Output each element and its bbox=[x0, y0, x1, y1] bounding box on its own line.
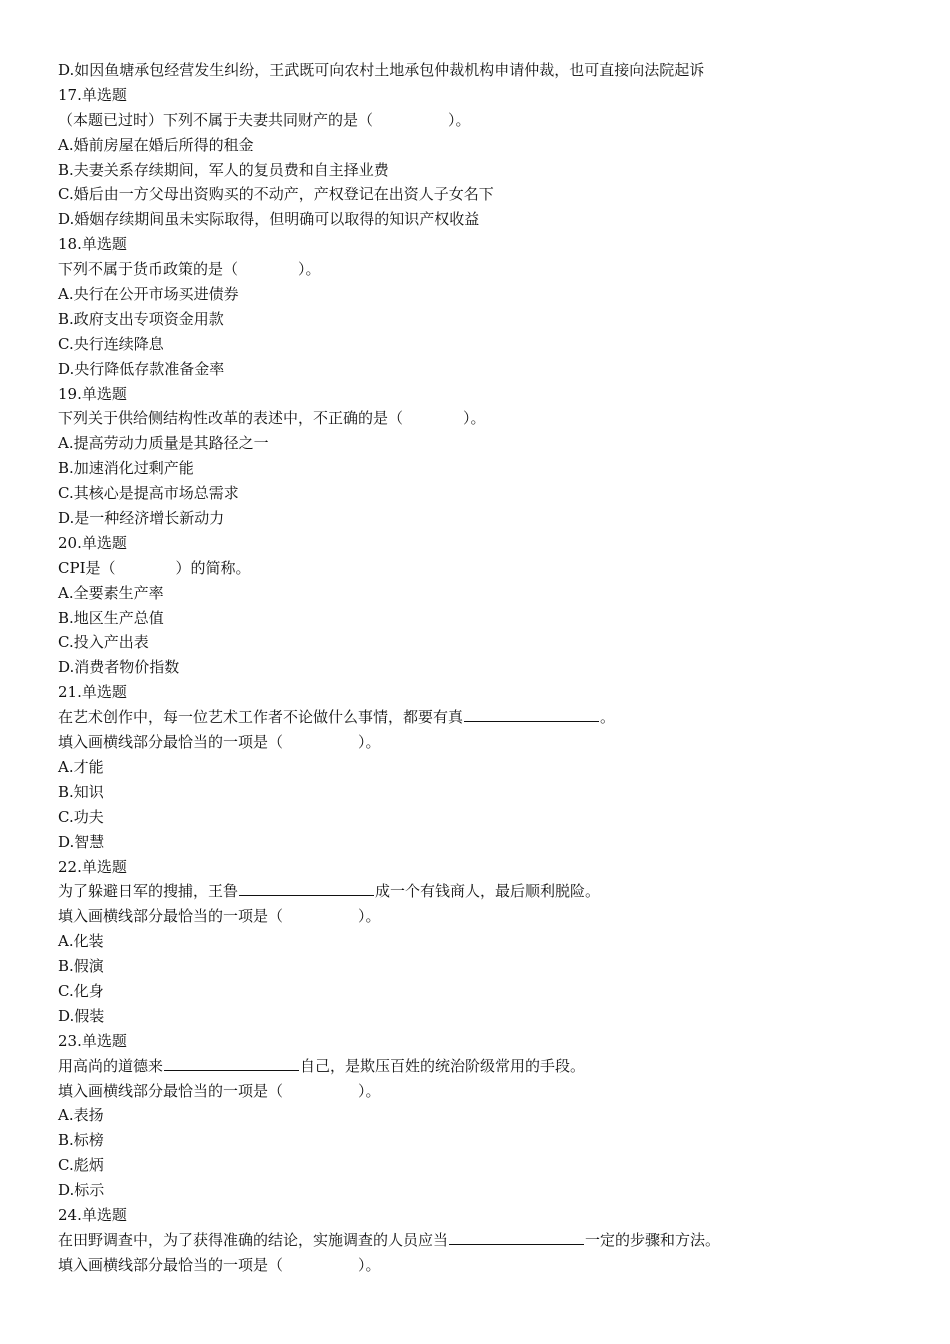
line-text: 填入画横线部分最恰当的一项是（ ）。 bbox=[58, 1081, 381, 1100]
line-text: CPI是（ ）的简称。 bbox=[58, 558, 251, 577]
text-line bbox=[58, 755, 918, 780]
fill-in-blank bbox=[164, 1056, 299, 1071]
line-text: 20.单选题 bbox=[58, 533, 127, 552]
line-text: B.假演 bbox=[58, 957, 104, 976]
text-line bbox=[58, 108, 918, 133]
text-line bbox=[58, 307, 918, 332]
text-line bbox=[58, 1079, 918, 1104]
fill-in-blank bbox=[449, 1230, 584, 1245]
text-line bbox=[58, 680, 918, 705]
text-line bbox=[58, 357, 918, 382]
line-text: D.婚姻存续期间虽未实际取得，但明确可以取得的知识产权收益 bbox=[58, 210, 480, 229]
text-line bbox=[58, 431, 918, 456]
text-line bbox=[58, 1253, 918, 1278]
line-text: D.央行降低存款准备金率 bbox=[58, 359, 225, 378]
line-text: 填入画横线部分最恰当的一项是（ ）。 bbox=[58, 733, 381, 752]
line-text: D.智慧 bbox=[58, 832, 105, 851]
line-text-after-blank: 。 bbox=[600, 708, 616, 727]
text-line bbox=[58, 182, 918, 207]
line-text: 用高尚的道德来 bbox=[58, 1056, 164, 1075]
line-text: 21.单选题 bbox=[58, 683, 127, 702]
text-line bbox=[58, 1128, 918, 1153]
text-line bbox=[58, 531, 918, 556]
line-text: B.知识 bbox=[58, 782, 104, 801]
line-text: 17.单选题 bbox=[58, 85, 127, 104]
line-text: 19.单选题 bbox=[58, 384, 127, 403]
line-text: A.化装 bbox=[58, 932, 104, 951]
text-line bbox=[58, 481, 918, 506]
text-line bbox=[58, 730, 918, 755]
text-line bbox=[58, 232, 918, 257]
text-line bbox=[58, 1153, 918, 1178]
line-text: D.是一种经济增长新动力 bbox=[58, 509, 225, 528]
text-line bbox=[58, 805, 918, 830]
text-line bbox=[58, 1178, 918, 1203]
line-text: B.标榜 bbox=[58, 1131, 104, 1150]
text-line bbox=[58, 1054, 918, 1079]
text-line bbox=[58, 655, 918, 680]
text-line bbox=[58, 257, 918, 282]
text-line bbox=[58, 1103, 918, 1128]
line-text-after-blank: 自己，是欺压百姓的统治阶级常用的手段。 bbox=[300, 1056, 586, 1075]
line-text: D.标示 bbox=[58, 1181, 105, 1200]
line-text: B.政府支出专项资金用款 bbox=[58, 309, 224, 328]
text-line bbox=[58, 1029, 918, 1054]
text-line bbox=[58, 158, 918, 183]
line-text: D.消费者物价指数 bbox=[58, 658, 180, 677]
line-text: 为了躲避日军的搜捕，王鲁 bbox=[58, 882, 239, 901]
line-text: C.化身 bbox=[58, 981, 104, 1000]
line-text: C.央行连续降息 bbox=[58, 334, 164, 353]
line-text: 下列关于供给侧结构性改革的表述中，不正确的是（ ）。 bbox=[58, 409, 486, 428]
line-text: 23.单选题 bbox=[58, 1031, 127, 1050]
text-line bbox=[58, 282, 918, 307]
line-text: A.表扬 bbox=[58, 1106, 104, 1125]
line-text: D.假装 bbox=[58, 1006, 105, 1025]
fill-in-blank bbox=[464, 707, 599, 722]
text-line bbox=[58, 456, 918, 481]
text-line bbox=[58, 581, 918, 606]
line-text: A.婚前房屋在婚后所得的租金 bbox=[58, 135, 254, 154]
line-text: D.如因鱼塘承包经营发生纠纷，王武既可向农村土地承包仲裁机构申请仲裁，也可直接向法院起诉 bbox=[58, 61, 705, 79]
text-line bbox=[58, 382, 918, 407]
text-line bbox=[58, 830, 918, 855]
text-line bbox=[58, 929, 918, 954]
text-line bbox=[58, 556, 918, 581]
line-text: 24.单选题 bbox=[58, 1205, 127, 1224]
line-text: A.全要素生产率 bbox=[58, 583, 164, 602]
line-text: B.地区生产总值 bbox=[58, 608, 164, 627]
line-text: 下列不属于货币政策的是（ ）。 bbox=[58, 260, 321, 279]
text-line bbox=[58, 332, 918, 357]
line-text: （本题已过时）下列不属于夫妻共同财产的是（ ）。 bbox=[58, 110, 471, 129]
text-line bbox=[58, 1228, 918, 1253]
text-line bbox=[58, 954, 918, 979]
text-line bbox=[58, 58, 918, 83]
text-line bbox=[58, 83, 918, 108]
text-line bbox=[58, 506, 918, 531]
text-line bbox=[58, 879, 918, 904]
line-text: A.央行在公开市场买进债券 bbox=[58, 285, 239, 304]
line-text: 22.单选题 bbox=[58, 857, 127, 876]
text-line bbox=[58, 606, 918, 631]
text-line bbox=[58, 780, 918, 805]
line-text: C.彪炳 bbox=[58, 1156, 104, 1175]
text-line bbox=[58, 133, 918, 158]
line-text: B.夫妻关系存续期间，军人的复员费和自主择业费 bbox=[58, 160, 389, 179]
line-text: 在艺术创作中，每一位艺术工作者不论做什么事情，都要有真 bbox=[58, 708, 464, 727]
line-text: C.其核心是提高市场总需求 bbox=[58, 484, 239, 503]
line-text: 填入画横线部分最恰当的一项是（ ）。 bbox=[58, 1255, 381, 1274]
text-line bbox=[58, 855, 918, 880]
text-line bbox=[58, 979, 918, 1004]
text-line bbox=[58, 1004, 918, 1029]
line-text: A.才能 bbox=[58, 757, 104, 776]
text-line bbox=[58, 904, 918, 929]
line-text-after-blank: 一定的步骤和方法。 bbox=[585, 1230, 721, 1249]
line-text-after-blank: 成一个有钱商人，最后顺利脱险。 bbox=[375, 882, 601, 901]
text-line bbox=[58, 207, 918, 232]
line-text: 18.单选题 bbox=[58, 235, 127, 254]
line-text: A.提高劳动力质量是其路径之一 bbox=[58, 434, 269, 453]
text-line bbox=[58, 1203, 918, 1228]
line-text: B.加速消化过剩产能 bbox=[58, 459, 194, 478]
line-text: 在田野调查中，为了获得准确的结论，实施调查的人员应当 bbox=[58, 1230, 449, 1249]
text-line bbox=[58, 630, 918, 655]
line-text: C.投入产出表 bbox=[58, 633, 149, 652]
line-text: C.功夫 bbox=[58, 807, 104, 826]
fill-in-blank bbox=[239, 881, 374, 896]
line-text: 填入画横线部分最恰当的一项是（ ）。 bbox=[58, 907, 381, 926]
line-text: C.婚后由一方父母出资购买的不动产，产权登记在出资人子女名下 bbox=[58, 185, 494, 204]
text-line bbox=[58, 406, 918, 431]
text-line bbox=[58, 705, 918, 730]
document-page bbox=[58, 58, 918, 1278]
